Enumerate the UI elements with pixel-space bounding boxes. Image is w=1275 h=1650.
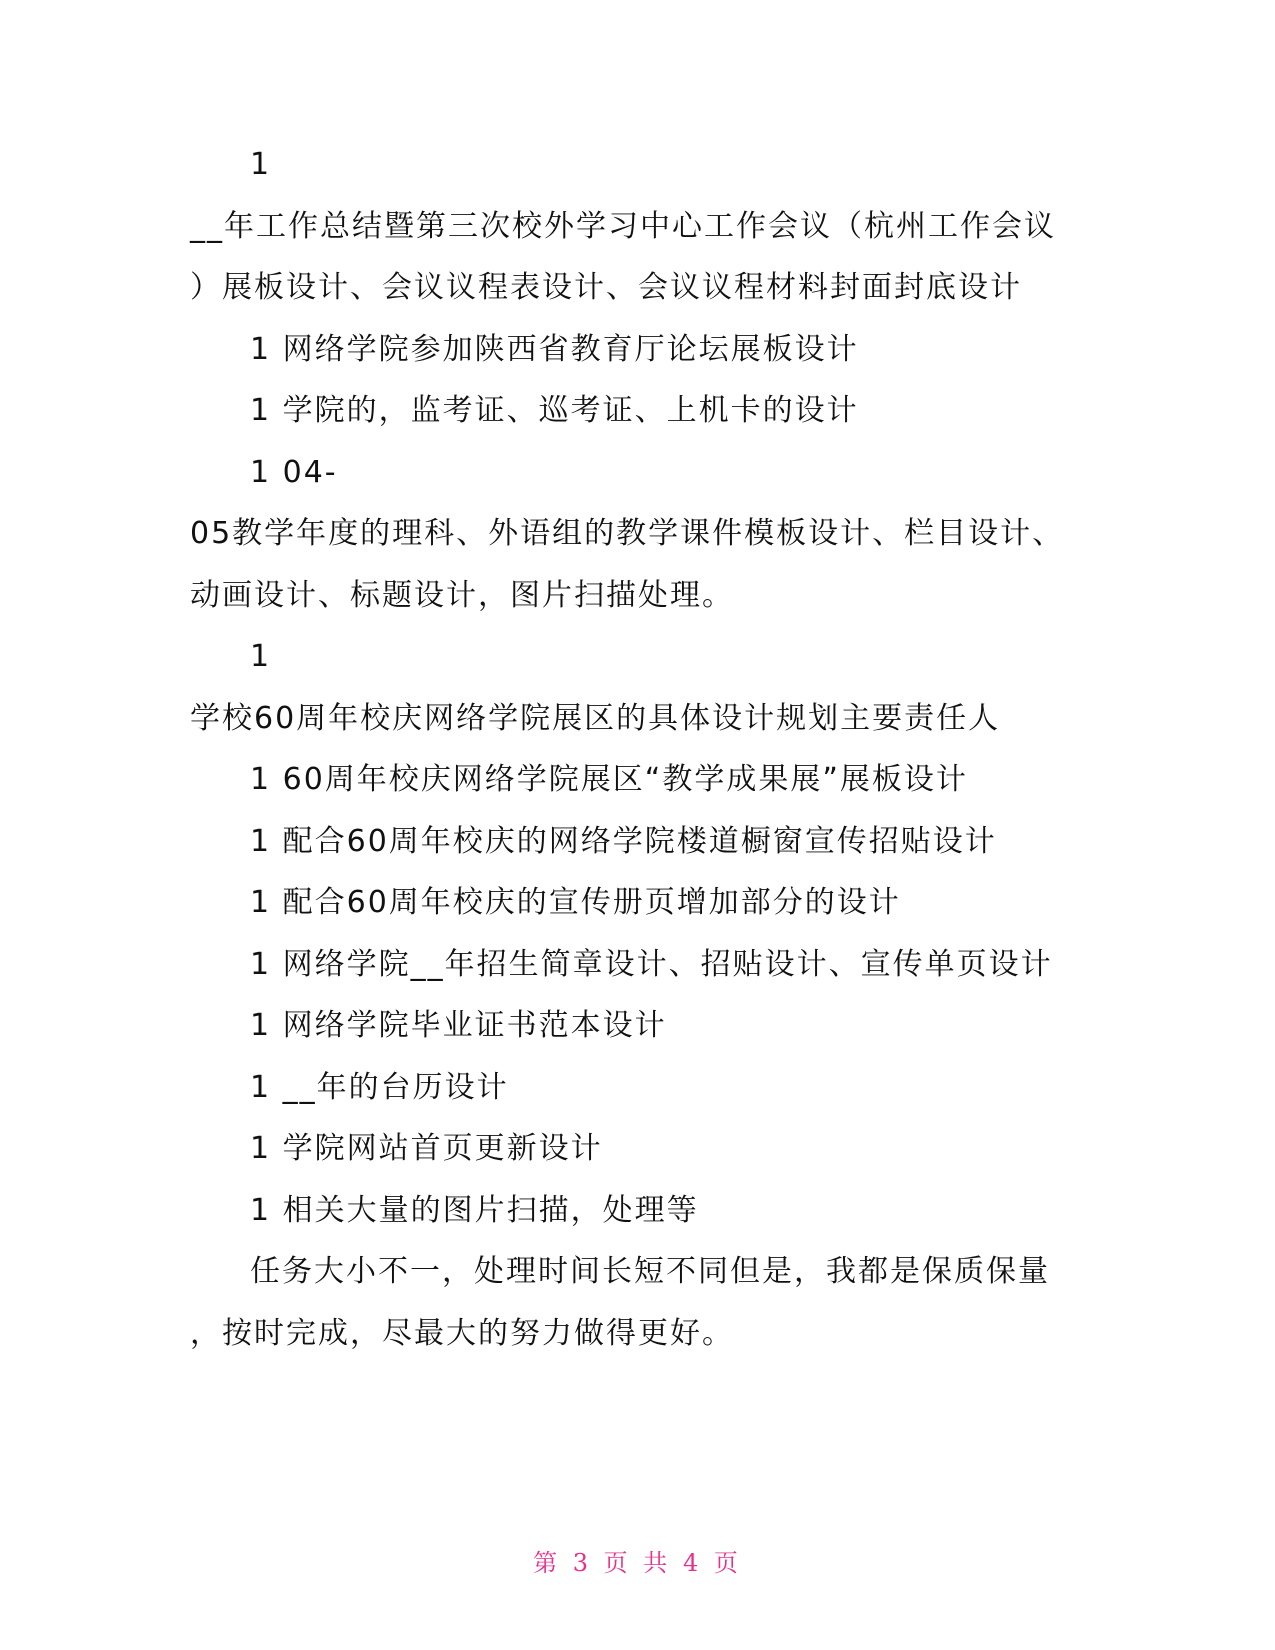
page-number-footer: 第 3 页 共 4 页 bbox=[533, 1549, 742, 1577]
text-line-1: 1 bbox=[250, 147, 272, 182]
text-line-3: ）展板设计、会议议程表设计、会议议程材料封面封底设计 bbox=[190, 270, 1022, 305]
text-line-4: 1 网络学院参加陕西省教育厅论坛展板设计 bbox=[250, 332, 859, 367]
text-line-11: 1 60周年校庆网络学院展区“教学成果展”展板设计 bbox=[250, 762, 968, 797]
text-line-15: 1 网络学院毕业证书范本设计 bbox=[250, 1008, 667, 1043]
text-line-6: 1 04- bbox=[250, 455, 338, 490]
text-line-7: 05教学年度的理科、外语组的教学课件模板设计、栏目设计、 bbox=[190, 516, 1065, 551]
text-line-17: 1 学院网站首页更新设计 bbox=[250, 1131, 603, 1166]
text-line-9: 1 bbox=[250, 639, 272, 674]
text-line-14: 1 网络学院__年招生简章设计、招贴设计、宣传单页设计 bbox=[250, 947, 1053, 982]
text-line-13: 1 配合60周年校庆的宣传册页增加部分的设计 bbox=[250, 885, 901, 920]
text-line-2: __年工作总结暨第三次校外学习中心工作会议（杭州工作会议 bbox=[190, 209, 1056, 244]
text-line-8: 动画设计、标题设计，图片扫描处理。 bbox=[190, 578, 734, 613]
text-line-19: 任务大小不一，处理时间长短不同但是，我都是保质保量 bbox=[250, 1254, 1050, 1289]
text-line-18: 1 相关大量的图片扫描，处理等 bbox=[250, 1193, 699, 1228]
text-line-5: 1 学院的，监考证、巡考证、上机卡的设计 bbox=[250, 393, 859, 428]
text-line-16: 1 __年的台历设计 bbox=[250, 1070, 509, 1105]
text-line-10: 学校60周年校庆网络学院展区的具体设计规划主要责任人 bbox=[190, 701, 1001, 736]
text-line-20: ，按时完成，尽最大的努力做得更好。 bbox=[190, 1316, 734, 1351]
text-line-12: 1 配合60周年校庆的网络学院楼道橱窗宣传招贴设计 bbox=[250, 824, 997, 859]
